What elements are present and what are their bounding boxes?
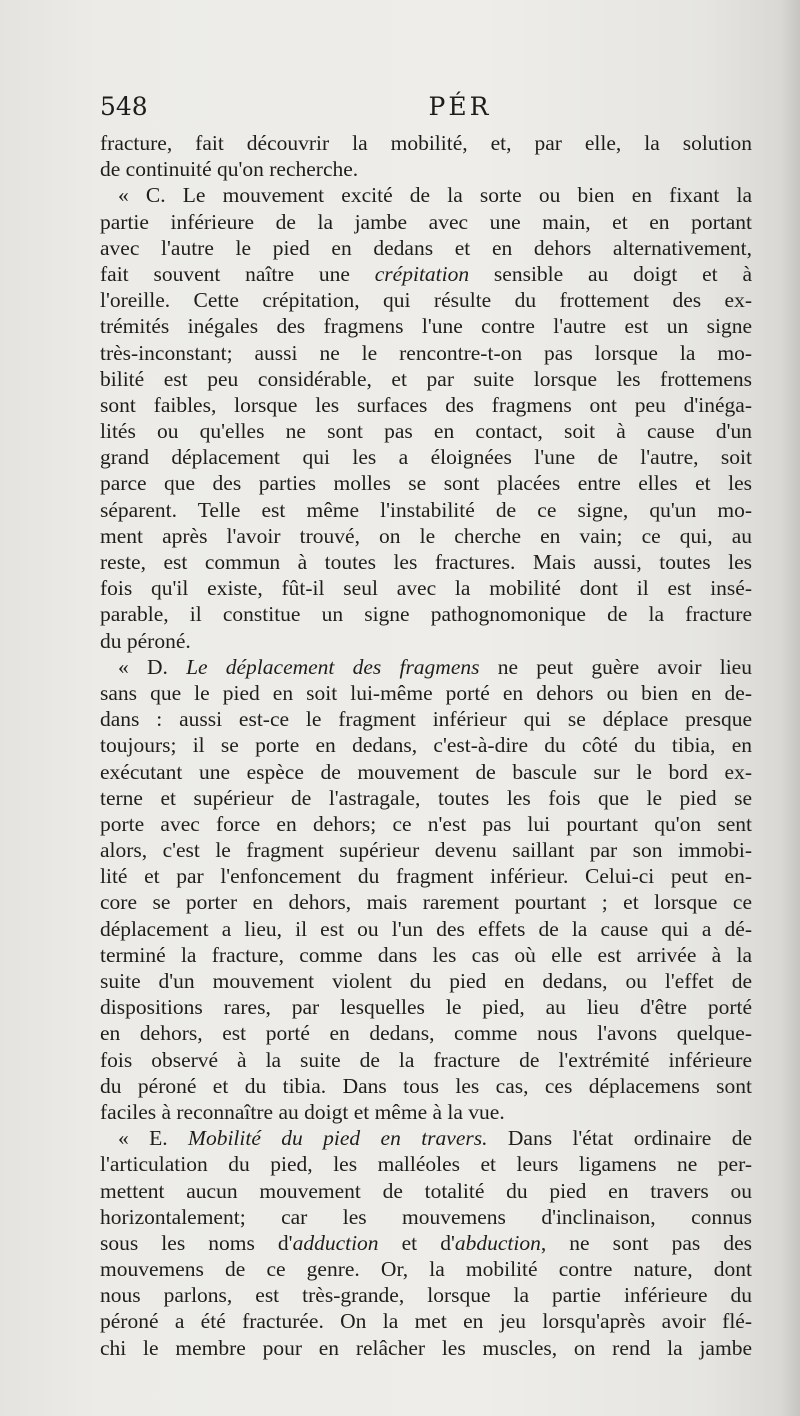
text-run: et d' xyxy=(378,1230,455,1255)
text-line: fracture, fait découvrir la mobilité, et, par elle, la solution xyxy=(100,131,752,155)
text-line: mettent aucun mouvement de totalité du pied en travers ou xyxy=(100,1178,752,1203)
text-line: terne et supérieur de l'astragale, toutes les fois que le pied se xyxy=(100,785,752,810)
page-number: 548 xyxy=(100,92,148,121)
text-line: mouvemens de ce genre. Or, la mobilité contre nature, dont xyxy=(100,1257,752,1282)
text-line: suite d'un mouvement violent du pied en dedans, ou l'effet de xyxy=(100,969,752,993)
text-line: exécutant une espèce de mouvement de bascule sur le bord ex- xyxy=(100,759,752,784)
text-line: très-inconstant; aussi ne le rencontre-t-on pas lorsque la mo- xyxy=(100,340,752,365)
text-run: sensible au doigt et à xyxy=(469,261,752,286)
italic-term: Mobilité du pied en travers. xyxy=(188,1126,488,1151)
text-line: ment après l'avoir trouvé, on le cherche en vain; ce qui, au xyxy=(100,523,752,548)
text-line: fois observé à la suite de la fracture de l'extrémité inférieure xyxy=(100,1047,752,1072)
text-run: ne peut guère avoir lieu xyxy=(479,654,752,679)
running-head: PÉR xyxy=(428,92,492,121)
text-line: partie inférieure de la jambe avec une main, et en portant xyxy=(100,209,752,234)
text-line: dispositions rares, par lesquelles le pied, au lieu d'être porté xyxy=(100,995,752,1020)
body-text xyxy=(100,130,752,1361)
text-line xyxy=(100,654,752,680)
text-line: avec l'autre le pied en dedans et en dehors alternativement, xyxy=(100,235,752,260)
text-line: reste, est commun à toutes les fractures. Mais aussi, toutes les xyxy=(100,550,752,574)
text-line: séparent. Telle est même l'instabilité de ce signe, qu'un mo- xyxy=(100,497,752,522)
text-line: péroné a été fracturée. On la met en jeu lorsqu'après avoir flé- xyxy=(100,1309,752,1334)
text-run: « C. Le mouvement excité de la sorte ou bien en fixant la xyxy=(118,183,752,208)
text-line: l'articulation du pied, les malléoles et leurs ligamens ne per- xyxy=(100,1152,752,1177)
text-line: de continuité qu'on recherche. xyxy=(100,157,359,182)
text-line: faciles à reconnaître au doigt et même à la vue. xyxy=(100,1099,505,1124)
text-run: sous les noms d' xyxy=(100,1230,293,1255)
text-line: porte avec force en dehors; ce n'est pas lui pourtant qu'on sent xyxy=(100,811,752,836)
text-line xyxy=(100,261,752,287)
italic-term: abduction xyxy=(454,1230,541,1255)
text-line: sont faibles, lorsque les surfaces des fragmens ont peu d'inéga- xyxy=(100,392,752,417)
text-run: Dans l'état ordinaire de xyxy=(487,1126,752,1151)
text-line: core se porter en dehors, mais rarement pourtant ; et lorsque ce xyxy=(100,890,752,915)
text-line xyxy=(100,182,752,208)
text-line: nous parlons, est très-grande, lorsque la partie inférieure du xyxy=(100,1283,752,1308)
text-line xyxy=(100,1125,752,1151)
text-line: en dehors, est porté en dedans, comme nous l'avons quelque- xyxy=(100,1021,752,1046)
text-run: fait souvent naître une xyxy=(100,261,375,286)
page-header xyxy=(100,92,760,132)
text-line: toujours; il se porte en dedans, c'est-à-dire du côté du tibia, en xyxy=(100,733,752,758)
text-line xyxy=(100,1230,752,1256)
text-line: dans : aussi est-ce le fragment inférieur qui se déplace presque xyxy=(100,707,752,732)
italic-term: crépitation xyxy=(374,261,470,286)
text-line: parable, il constitue un signe pathognomonique de la fracture xyxy=(100,602,752,627)
text-line: sans que le pied en soit lui-même porté en dehors ou bien en de- xyxy=(100,680,752,705)
text-run: « D. xyxy=(118,654,187,679)
text-run: , ne sont pas des xyxy=(540,1230,752,1255)
page-edge-shadow xyxy=(780,0,800,1416)
text-line: lité et par l'enfoncement du fragment inférieur. Celui-ci peut en- xyxy=(100,864,752,889)
text-line: lités ou qu'elles ne sont pas en contact, soit à cause d'un xyxy=(100,419,752,444)
text-line: bilité est peu considérable, et par suite lorsque les frottemens xyxy=(100,366,752,391)
text-line: parce que des parties molles se sont placées entre elles et les xyxy=(100,471,752,496)
italic-term: Le déplacement des fragmens xyxy=(186,654,480,679)
text-run: « E. xyxy=(118,1126,189,1151)
text-line: déplacement a lieu, il est ou l'un des effets de la cause qui a dé- xyxy=(100,916,752,941)
text-line: l'oreille. Cette crépitation, qui résulte du frottement des ex- xyxy=(100,288,752,313)
text-line: trémités inégales des fragmens l'une contre l'autre est un signe xyxy=(100,314,752,339)
text-line: fois qu'il existe, fût-il seul avec la mobilité dont il est insé- xyxy=(100,576,752,601)
italic-term: adduction xyxy=(292,1230,379,1255)
text-line: grand déplacement qui les a éloignées l'une de l'autre, soit xyxy=(100,445,752,470)
text-line: terminé la fracture, comme dans les cas où elle est arrivée à la xyxy=(100,942,752,967)
text-line: chi le membre pour en relâcher les muscles, on rend la jambe xyxy=(100,1335,752,1360)
text-line: du péroné. xyxy=(100,628,191,653)
text-line: alors, c'est le fragment supérieur devenu saillant par son immobi- xyxy=(100,838,752,863)
text-line: du péroné et du tibia. Dans tous les cas, ces déplacemens sont xyxy=(100,1073,752,1098)
text-line: horizontalement; car les mouvemens d'inclinaison, connus xyxy=(100,1204,752,1229)
